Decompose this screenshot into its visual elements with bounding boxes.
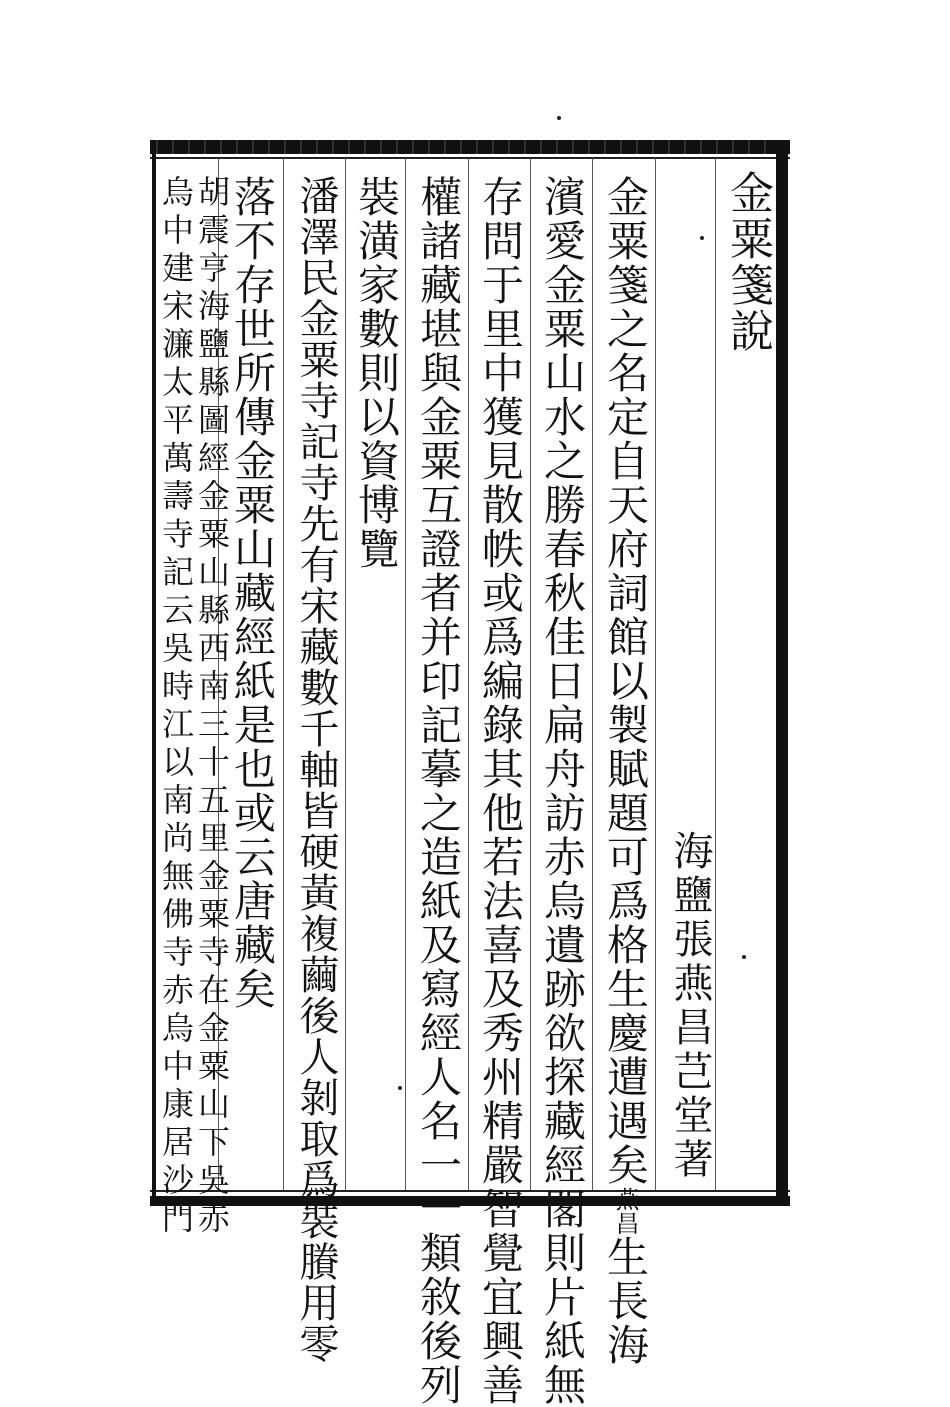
top-border (150, 140, 790, 154)
text-column-3: 存問于里中獲見散帙或爲編錄其他若法喜及秀州精嚴智覺宜興善 (476, 175, 525, 1407)
text-column-1-tail: 生長海 (601, 1235, 650, 1367)
column-divider (468, 158, 469, 1190)
commentary-left-line: 烏中建宋濂太平萬壽寺記云吳時江以南尚無佛寺赤烏中康居沙門 (157, 175, 195, 1239)
inline-note: 燕昌 (611, 1187, 639, 1235)
column-divider (530, 158, 531, 1190)
document-title: 金粟箋說 (722, 170, 773, 354)
bottom-border (150, 1196, 790, 1206)
column-divider (655, 158, 656, 1190)
bottom-border-inner (150, 1190, 790, 1192)
text-column-1 (600, 175, 650, 1367)
left-border (152, 140, 156, 1206)
text-column-6: 潘澤民金粟寺記寺先有宋藏數千軸皆硬黃複繭後人剝取爲裝賸用零 (293, 175, 339, 1364)
column-divider (283, 158, 284, 1190)
text-column-5: 裝潢家數則以資博覽 (352, 175, 401, 571)
ink-speck (742, 955, 746, 959)
ink-speck (700, 236, 704, 240)
text-column-2: 濱愛金粟山水之勝春秋佳日扁舟訪赤烏遺跡欲探藏經閣則片紙無 (538, 175, 587, 1407)
top-border-inner (150, 157, 790, 159)
text-column-4: 權諸藏堪與金粟互證者并印記摹之造紙及寫經人名一一類敘後列 (414, 175, 463, 1407)
right-border (776, 140, 788, 1206)
column-divider (592, 158, 593, 1190)
commentary-block (157, 175, 231, 1239)
author-line: 海鹽張燕昌芑堂著 (667, 830, 713, 1182)
column-divider (345, 158, 346, 1190)
commentary-right-line: 胡震亨海鹽縣圖經金粟山縣西南三十五里金粟寺在金粟山下吳赤 (193, 175, 231, 1239)
ink-speck (398, 1086, 402, 1090)
text-column-7: 落不存世所傳金粟山藏經紙是也或云唐藏矣 (228, 175, 277, 1011)
column-divider (405, 158, 406, 1190)
text-column-1-main: 金粟箋之名定自天府詞館以製賦題可爲格生慶遭遇矣 (601, 175, 650, 1187)
column-divider (715, 158, 716, 1190)
ink-speck (557, 116, 561, 120)
